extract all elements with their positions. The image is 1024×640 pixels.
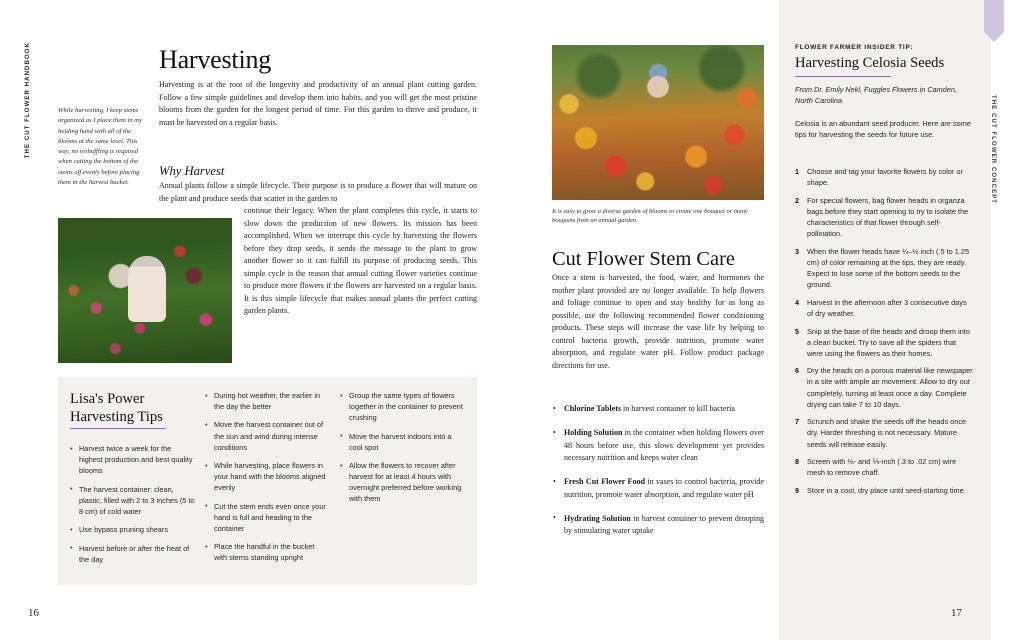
- list-item: • Move the harvest container out of the sun and wind during intense conditions: [205, 419, 327, 452]
- list-item: Screen with ⅛- and ⅑-inch (.3 to .02 cm) wire mesh to remove chaff.: [807, 457, 957, 478]
- page-number-left: 16: [28, 607, 39, 619]
- list-item: For special flowers, bag flower heads in organza bags before they start opening to try to isolate the characteristics of that flower through self-pollination.: [807, 195, 969, 239]
- list-item: When the flower heads have ¼–½ inch (.5 to 1.25 cm) of color remaining at the tips, they are ready. Expect to lose some of the bottom seeds to the ground.: [807, 246, 970, 290]
- celosia-steps-list: [795, 166, 973, 503]
- list-item: • Allow the flowers to recover after harvest for at least 4 hours with overnight preferred before working with them: [340, 460, 464, 504]
- list-item: • Harvest twice a week for the highest production and best quality blooms: [70, 443, 196, 476]
- list-item: [552, 427, 764, 465]
- list-item: [552, 476, 764, 501]
- list-item: • While harvesting, place flowers in your hand with the blooms aligned evenly: [205, 460, 327, 493]
- list-item: • During hot weather, the earlier in the day the better: [205, 390, 327, 412]
- list-item: • Move the harvest indoors into a cool spot: [340, 431, 464, 453]
- product-name: Holding Solution: [564, 428, 623, 437]
- list-item: • Group the same types of flowers together in the container to prevent crushing: [340, 390, 464, 423]
- list-item: [552, 403, 764, 416]
- list-item: • Cut the stem ends even once your hand is full and heading to the container: [205, 501, 327, 534]
- conditioning-products-list: [552, 403, 764, 549]
- sidebar-kicker: FLOWER FARMER INSIDER TIP:: [795, 44, 914, 51]
- list-item: • The harvest container: clean, plastic, filled with 2 to 3 inches (5 to 8 cm) of cold water: [70, 484, 196, 517]
- list-item: Dry the heads on a porous material like newspaper in a site with ample air movement. Allow to dry out completely, turning at least once a day. Complete drying can take 7 to 10 days.: [807, 366, 973, 409]
- section-title: Cut Flower Stem Care: [552, 248, 735, 270]
- why-harvest-paragraph-wrap: continue their legacy. When the plant completes this cycle, it starts to slow down the production of new flowers. Its mission has been accomplished. When we interrupt this cycle by harvesting the flowers before they drop seeds, it sends the message to the plant to grow another flower so it can fulfill its purpose of producing seeds. This simple cycle is the reason that annual cutting flower varieties continue to produce more flowers if the flowers are harvested on a regular basis. It is this simple lifecycle that makes annual plants the perfect cutting garden plants.: [244, 206, 477, 316]
- page-title: Harvesting: [159, 45, 272, 74]
- running-head-left: THE CUT FLOWER HANDBOOK: [24, 42, 31, 159]
- photo-figure: [128, 256, 166, 323]
- photo-caption: It is easy to grow a diverse garden of blooms to create one bouquet or many bouquets from an annual garden.: [552, 208, 748, 225]
- why-harvest-paragraph-start: Annual plants follow a simple lifecycle. Their purpose is to produce a flower that will mature on the plant and produce seeds that scatter in the garden to: [159, 181, 477, 203]
- list-item: • Place the handful in the bucket with stems standing upright: [205, 541, 327, 563]
- sidebar-byline: From Dr. Emily Nekl, Fuggles Flowers in Camden, North Carolina: [795, 85, 957, 105]
- photo-annual-garden: [552, 45, 764, 200]
- photo-harvesting-garden: [58, 218, 232, 363]
- subheading-why-harvest: Why Harvest: [159, 164, 225, 178]
- product-name: Hydrating Solution: [564, 513, 631, 523]
- tips-column-1: [70, 443, 196, 572]
- tips-list-1: [70, 443, 196, 565]
- page-number-right: 17: [951, 607, 962, 619]
- running-head-right: THE CUT FLOWER CONCEPT: [990, 95, 997, 205]
- product-text: in vases to control bacteria, provide nutrition, promote water absorption, and regulate water pH: [564, 477, 764, 499]
- sidebar-rule: [795, 76, 891, 77]
- section-intro-paragraph: Once a stem is harvested, the food, water, and hormones the mother plant provided are no longer available. To help flowers and foliage continue to open and stay healthy for as long as possible, use the following recommended flower conditioning products. These steps will increase the vase life by helping to control bacteria growth, provide nutrition, promote water absorption, and regulate water pH. Follow product package directions for use.: [552, 273, 764, 370]
- margin-sidenote: While harvesting, I keep stems organized as I place them in my holding hand with all of the blooms at the same level. This way, no reshuffling is required when cutting the bottom of the stems off evenly before placing them in the harvest bucket.: [58, 107, 142, 187]
- tips-list-3: [340, 390, 464, 504]
- product-text: in harvest container to prevent drooping by stimulating water uptake: [564, 513, 764, 535]
- sidebar-title: Harvesting Celosia Seeds: [795, 55, 945, 71]
- tips-column-2: [205, 390, 327, 571]
- tips-panel-title: Lisa's Power Harvesting Tips: [70, 391, 163, 425]
- product-text: in the container when holding flowers over 48 hours before use, this slows development yet provides necessary nutrition and keeps water clean: [564, 428, 764, 462]
- list-item: • Harvest before or after the heat of the day: [70, 543, 196, 565]
- list-item: Store in a cool, dry place until seed-starting time.: [807, 486, 966, 495]
- list-item: • Use bypass pruning shears: [70, 524, 196, 535]
- list-item: Scrunch and shake the seeds off the heads once dry. Harder threshing is not necessary. Mature seeds will release easily.: [807, 417, 967, 449]
- list-item: Choose and tag your favorite flowers by color or shape.: [807, 167, 963, 188]
- list-item: [552, 513, 764, 538]
- tips-panel-rule: [70, 428, 166, 429]
- list-item: Harvest in the afternoon after 3 consecutive days of dry weather.: [807, 297, 967, 318]
- product-name: Chlorine Tablets: [564, 404, 622, 413]
- product-text: in harvest container to kill bacteria: [621, 404, 735, 413]
- tips-column-3: [340, 390, 464, 512]
- tips-list-2: [205, 390, 327, 563]
- list-item: Snip at the base of the heads and droop them into a clean bucket. Try to save all the spiders that were using the flowers as their homes.: [807, 326, 970, 358]
- intro-paragraph: Harvesting is at the root of the longevity and productivity of an annual plant cutting garden. Follow a few simple guidelines and develop them into habits, and you will get the most pristine blooms from the garden for the longest period of time. For this garden to thrive and produce, it must be harvested on a regular basis.: [159, 80, 477, 127]
- sidebar-intro: Celosia is an abundant seed producer. Here are some tips for harvesting the seeds for future use.: [795, 119, 971, 140]
- product-name: Fresh Cut Flower Food: [564, 477, 645, 486]
